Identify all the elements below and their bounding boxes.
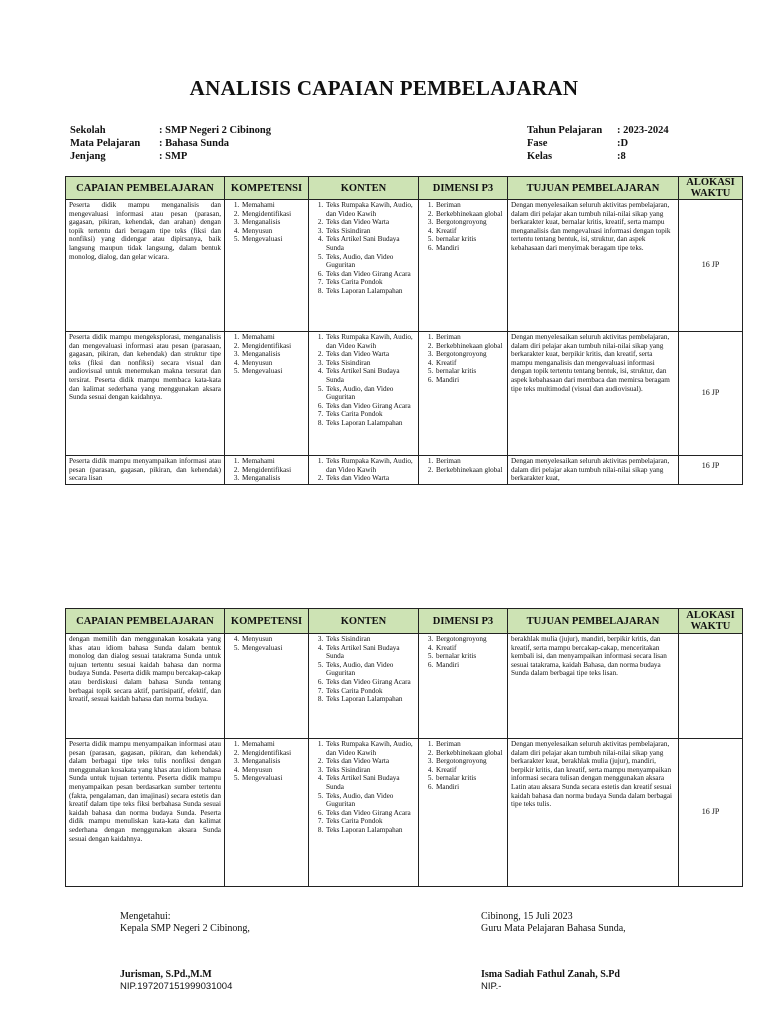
signature-left	[120, 911, 250, 993]
list-item: 2. Mengidentifikasi	[241, 749, 305, 758]
list-item: 2. Mengidentifikasi	[241, 342, 305, 351]
list-item: 8. Teks Laporan Lalampahan	[325, 287, 415, 296]
list-item: 3. Teks Sisindiran	[325, 359, 415, 368]
list-item: 2. Berkebhinekaan global	[435, 749, 504, 758]
list-item: 3. Menganalisis	[241, 218, 305, 227]
tujuan-cell: Dengan menyelesaikan seluruh aktivitas pembelajaran, dalam diri pelajar akan tumbuh nilai-nilai sikap yang berkarakter kuat, berakhlak mulia (jujur), mandiri, berpikir kritis, dan kreatif, serta mampu menyampaikan informasi secara tulisan dengan menggunakan aksara Latin atau aksara Sunda secara estetis dan kreatif sesuai kaidah bahasa dan norma budaya Sunda dalam berbagai tipe teks tulis.	[508, 739, 679, 887]
list-item: 6. Mandiri	[435, 376, 504, 385]
school-info	[70, 124, 271, 163]
list-item: 2. Berkebhinekaan global	[435, 342, 504, 351]
list-item: 4. Menyusun	[241, 359, 305, 368]
kompetensi-cell	[225, 739, 309, 887]
table-row	[66, 739, 743, 887]
list-item: 1. Beriman	[435, 333, 504, 342]
kompetensi-cell	[225, 332, 309, 456]
list-item: 5. bernalar kritis	[435, 774, 504, 783]
list-item: 2. Teks dan Video Warta	[325, 218, 415, 227]
table-row	[66, 332, 743, 456]
meta-value: :8	[617, 151, 626, 162]
list-item: 1. Memahami	[241, 201, 305, 210]
konten-cell	[309, 200, 419, 332]
alokasi-cell: 16 JP	[679, 739, 743, 887]
tujuan-cell	[508, 456, 679, 485]
header-capaian: CAPAIAN PEMBELAJARAN	[66, 177, 225, 200]
document-title: ANALISIS CAPAIAN PEMBELAJARAN	[189, 76, 579, 100]
header-tujuan: TUJUAN PEMBELAJARAN	[508, 177, 679, 200]
list-item: 5. Teks, Audio, dan Video Guguritan	[325, 792, 415, 809]
list-item: 1. Teks Rumpaka Kawih, Audio, dan Video Kawih	[325, 201, 415, 218]
list-item: 5. Mengevaluasi	[241, 774, 305, 783]
meta-value: : SMP	[159, 151, 188, 162]
capaian-cell: Peserta didik mampu mengeksplorasi, menganalisis dan mengevaluasi informasi atau pesan (parasaan, gagasan, pikiran, dan kehendak) dan struktur tipe teks (fiksi dan nonfiksi) secara visual dan audiovisual untuk menemukan makna tersurat dan tersirat. Peserta didik mampu membaca kata-kata dan kalimat sederhana yang menggunakan aksara Sunda sesuai dengan kaidahnya.	[66, 332, 225, 456]
list-item: 4. Menyusun	[241, 635, 305, 644]
list-item: 4. Menyusun	[241, 766, 305, 775]
list-item: 8. Teks Laporan Lalampahan	[325, 826, 415, 835]
header-alokasi: ALOKASI WAKTU	[679, 177, 743, 200]
list-item: 3. Bergotongroyong	[435, 757, 504, 766]
tujuan-text: Dengan menyelesaikan seluruh aktivitas pembelajaran, dalam diri pelajar akan tumbuh nilai-nilai sikap yang berkarakter kuat,	[511, 457, 670, 483]
konten-cell	[309, 739, 419, 887]
sig-right-line1: Cibinong, 15 Juli 2023	[481, 911, 573, 922]
list-item: 7. Teks Carita Pondok	[325, 817, 415, 826]
header-kompetensi: KOMPETENSI	[225, 609, 309, 634]
sig-left-name: Jurisman, S.Pd.,M.M	[120, 969, 212, 980]
list-item: 3. Bergotongroyong	[435, 635, 504, 644]
dimensi-cell	[419, 456, 508, 485]
meta-value: : SMP Negeri 2 Cibinong	[159, 125, 271, 136]
meta-label: Sekolah	[70, 125, 106, 136]
tujuan-cell: berakhlak mulia (jujur), mandiri, berpikir kritis, dan kreatif, serta mampu bercakap-cakap, menceritakan kembali isi, dan menyampaikan informasi secara lisan sesuai tatakrama, kaidah Bahasa, dan norma budaya Sunda dalam berbagai tipe teks lisan.	[508, 634, 679, 739]
header-tujuan: TUJUAN PEMBELAJARAN	[508, 609, 679, 634]
header-capaian: CAPAIAN PEMBELAJARAN	[66, 609, 225, 634]
list-item: 1. Memahami	[241, 333, 305, 342]
list-item: 6. Teks dan Video Girang Acara	[325, 270, 415, 279]
meta-label: Tahun Pelajaran	[527, 125, 603, 136]
table-row	[66, 634, 743, 739]
signature-right	[481, 911, 626, 993]
meta-value: :D	[617, 138, 629, 149]
list-item: 5. Mengevaluasi	[241, 644, 305, 653]
list-item: 7. Teks Carita Pondok	[325, 278, 415, 287]
meta-label: Fase	[527, 138, 548, 149]
list-item: 5. Teks, Audio, dan Video Guguritan	[325, 661, 415, 678]
meta-label: Mata Pelajaran	[70, 138, 141, 149]
dimensi-cell	[419, 200, 508, 332]
meta-label: Jenjang	[70, 151, 106, 162]
tujuan-cell: Dengan menyelesaikan seluruh aktivitas pembelajaran, dalam diri pelajar akan tumbuh nilai-nilai sikap yang berkarakter kuat, bernalar kritis, kreatif, serta mampu menganalisis dan mengevaluasi informasi dengan topik tertentu tentang bentuk, isi, struktur, dan aspek kebahasaan dari menyimak beragam tipe teks.	[508, 200, 679, 332]
dimensi-cell	[419, 739, 508, 887]
dimensi-cell	[419, 332, 508, 456]
header-alokasi: ALOKASI WAKTU	[679, 609, 743, 634]
list-item: 1. Teks Rumpaka Kawih, Audio, dan Video Kawih	[325, 740, 415, 757]
list-item: 3. Teks Sisindiran	[325, 227, 415, 236]
header-kompetensi: KOMPETENSI	[225, 177, 309, 200]
list-item: 4. Kreatif	[435, 227, 504, 236]
list-item: 4. Kreatif	[435, 359, 504, 368]
konten-cell	[309, 634, 419, 739]
list-item: 3. Teks Sisindiran	[325, 635, 415, 644]
header-konten: KONTEN	[309, 609, 419, 634]
kompetensi-cell	[225, 456, 309, 485]
list-item: 3. Teks Sisindiran	[325, 766, 415, 775]
alokasi-cell: 16 JP	[679, 200, 743, 332]
list-item: 6. Teks dan Video Girang Acara	[325, 809, 415, 818]
meta-value: : Bahasa Sunda	[159, 138, 230, 149]
header-konten: KONTEN	[309, 177, 419, 200]
alokasi-cell: 16 JP	[679, 332, 743, 456]
kompetensi-cell	[225, 200, 309, 332]
capaian-text: Peserta didik mampu menyampaikan informasi atau pesan (parasan, gagasan, pikiran, dan kehendak) secara lisan	[69, 457, 221, 483]
sig-right-line2: Guru Mata Pelajaran Bahasa Sunda,	[481, 923, 626, 934]
konten-cell	[309, 456, 419, 485]
kompetensi-cell	[225, 634, 309, 739]
list-item: 2. Mengidentifikasi	[241, 210, 305, 219]
list-item: 4. Teks Artikel Sani Budaya Sunda	[325, 235, 415, 252]
list-item: 2. Teks dan Video Warta	[325, 350, 415, 359]
meta-label: Kelas	[527, 151, 553, 162]
table-row	[66, 456, 743, 485]
class-info	[527, 124, 669, 163]
list-item: 6. Teks dan Video Girang Acara	[325, 402, 415, 411]
table-row	[66, 200, 743, 332]
list-item: 7. Teks Carita Pondok	[325, 687, 415, 696]
capaian-cell: dengan memilih dan menggunakan kosakata yang khas atau idiom bahasa Sunda dalam bentuk monolog dan dialog sesuai tatakrama Sunda untuk tujuan tertentu sesuai kaidah bahasa dan norma budaya Sunda. Peserta didik mampu bercakap-cakap atau berdiskusi dalam bahasa Sunda tentang berbagai topik secara aktif, partisipatif, efektif, dan kreatif, sesuai kaidah bahasa dan norma budaya.	[66, 634, 225, 739]
list-item: 1. Beriman	[435, 201, 504, 210]
list-item: 7. Teks Carita Pondok	[325, 410, 415, 419]
list-item: 1. Memahami	[241, 740, 305, 749]
list-item: 5. Mengevaluasi	[241, 367, 305, 376]
list-item: 2. Berkebhinekaan global	[435, 466, 504, 475]
list-item: 1. Teks Rumpaka Kawih, Audio, dan Video Kawih	[325, 333, 415, 350]
sig-right-nip: NIP.-	[481, 981, 502, 992]
sig-left-line2: Kepala SMP Negeri 2 Cibinong,	[120, 923, 250, 934]
list-item: 4. Teks Artikel Sani Budaya Sunda	[325, 644, 415, 661]
capaian-cell: Peserta didik mampu menganalisis dan mengevaluasi informasi atau pesan (parasan, gagasan, pikiran, kehendak, dan arahan) dengan topik tertentu dari beragam tipe teks (fiksi dan nonfiksi) yang didengar atau dipirsanya, baik langsung maupun tidak langsung, dalam bentuk monolog, dialog, dan gelar wicara.	[66, 200, 225, 332]
list-item: 5. bernalar kritis	[435, 367, 504, 376]
list-item: 6. Teks dan Video Girang Acara	[325, 678, 415, 687]
list-item: 3. Menganalisis	[241, 757, 305, 766]
list-item: 3. Bergotongroyong	[435, 350, 504, 359]
dimensi-cell	[419, 634, 508, 739]
alokasi-cell: 16 JP	[679, 456, 743, 485]
list-item: 5. bernalar kritis	[435, 235, 504, 244]
analysis-table-page2	[65, 608, 743, 887]
list-item: 5. bernalar kritis	[435, 652, 504, 661]
list-item: 3. Menganalisis	[241, 350, 305, 359]
sig-left-line1: Mengetahui:	[120, 911, 171, 922]
alokasi-cell	[679, 634, 743, 739]
capaian-cell	[66, 456, 225, 485]
sig-left-nip: NIP.197207151999031004	[120, 981, 233, 992]
konten-cell	[309, 332, 419, 456]
list-item: 6. Mandiri	[435, 783, 504, 792]
list-item: 5. Mengevaluasi	[241, 235, 305, 244]
capaian-cell: Peserta didik mampu menyampaikan informasi atau pesan (parasan, gagasan, pikiran, dan kehendak) dalam berbagai tipe teks tulis nonfiksi dengan menggunakan kosakata yang khas atau idiom bahasa Sunda untuk tujuan tertentu. Peserta didik mampu menyampaikan pesan berdasarkan sumber tertentu (fakta, pengalaman, dan imajinasi) secara estetis dan kreatif dalam tipe teks fiksi berbahasa Sunda sesuai kaidah bahasa dan norma budaya Sunda. Peserta didik mampu menuliskan kata-kata dan kalimat sederhana dengan menggunakan aksara Sunda sesuai dengan kaidahnya.	[66, 739, 225, 887]
list-item: 1. Teks Rumpaka Kawih, Audio, dan Video Kawih	[325, 457, 415, 474]
list-item: 1. Beriman	[435, 457, 504, 466]
list-item: 5. Teks, Audio, dan Video Guguritan	[325, 253, 415, 270]
header-dimensi: DIMENSI P3	[419, 609, 508, 634]
list-item: 2. Berkebhinekaan global	[435, 210, 504, 219]
list-item: 6. Mandiri	[435, 661, 504, 670]
list-item: 4. Teks Artikel Sani Budaya Sunda	[325, 774, 415, 791]
list-item: 3. Bergotongroyong	[435, 218, 504, 227]
list-item: 8. Teks Laporan Lalampahan	[325, 695, 415, 704]
list-item: 6. Mandiri	[435, 244, 504, 253]
meta-value: : 2023-2024	[617, 125, 669, 136]
list-item: 5. Teks, Audio, dan Video Guguritan	[325, 385, 415, 402]
analysis-table-page1	[65, 176, 743, 485]
list-item: 2. Mengidentifikasi	[241, 466, 305, 475]
tujuan-cell: Dengan menyelesaikan seluruh aktivitas pembelajaran, dalam diri pelajar akan tumbuh nilai-nilai sikap yang berkarakter kuat, berpikir kritis, dan kreatif, serta mampu menganalisis dan mengevaluasi informasi dengan topik tertentu tentang bentuk, isi, struktur, dan aspek kebahasaan dari membaca dan memirsa beragam tipe teks multimodal (visual dan audiovisual).	[508, 332, 679, 456]
list-item: 4. Kreatif	[435, 644, 504, 653]
list-item: 8. Teks Laporan Lalampahan	[325, 419, 415, 428]
list-item: 1. Beriman	[435, 740, 504, 749]
list-item: 1. Memahami	[241, 457, 305, 466]
list-item: 2. Teks dan Video Warta	[325, 757, 415, 766]
sig-right-name: Isma Sadiah Fathul Zanah, S.Pd	[481, 969, 620, 980]
list-item: 2. Teks dan Video Warta	[325, 474, 415, 483]
list-item: 3. Menganalisis	[241, 474, 305, 483]
list-item: 4. Teks Artikel Sani Budaya Sunda	[325, 367, 415, 384]
list-item: 4. Kreatif	[435, 766, 504, 775]
list-item: 4. Menyusun	[241, 227, 305, 236]
header-dimensi: DIMENSI P3	[419, 177, 508, 200]
